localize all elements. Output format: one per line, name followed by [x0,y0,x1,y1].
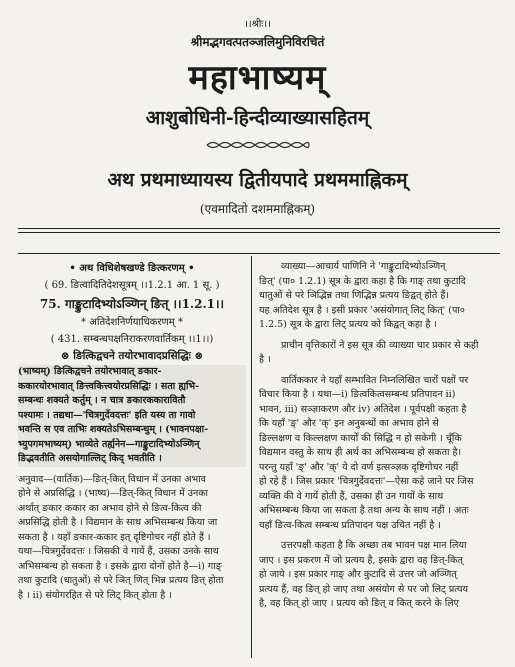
paragraph-line: भावन, iii) सञ्ज्ञाकरण और iv) अतिदेश । पूर्वपक्षी कहता है [259,403,467,415]
paragraph-line: उत्तरपक्षी कहता है कि अच्छा तब भावन पक्ष मान लिया [281,540,467,551]
left-column [18,260,246,603]
paragraph-line: है, वह कित् हो जाए । प्रत्यय को ङित् व कित् करने के लिए [259,598,459,609]
vyakhya-paragraph [259,260,501,333]
right-column [259,260,501,612]
paragraph-line: परन्तु यहाँ 'ङ्' और 'क्' ये दो वर्ण इत्सञ्ज्ञक दृष्टिगोचर नहीं [259,461,459,473]
paragraph-line: हो जाये । इस प्रकार गाङ् और कुटादि से उत्तर जो अञ्णित् [259,569,457,580]
adhikarana-heading: * अतिदेशनिर्णयाधिकरणम् * [81,317,183,328]
paragraph-line: यह अतिदेश सूत्र है । इसी प्रकार 'असंयोगात् लिट् कित्' (पा० [259,304,465,316]
commentary-line: होने से अप्रसिद्धि । (भाष्य)—ङित्-कित् विधान में उनका [18,488,209,499]
commentary-line: यथा—चित्रगुर्देवदत्तः । जिसकी वे गायें हैं, उसका उनके साथ [18,546,219,557]
paragraph-line: 1.2.5) सूत्र के द्वारा लिट् प्रत्यय को किद्वत् कहा है । [259,319,438,330]
chapter-heading: अथ प्रथमाध्यायस्य द्वितीयपादे प्रथममाह्निकम् [107,169,408,191]
paragraph-line: जाए । इस प्रकरण में जो प्रत्यय है, इसके द्वारा वह ङित्-कित् [259,554,463,566]
invocation: ।।श्रीः।। [244,19,271,30]
paragraph-line: विद्यमान वस्तु के साथ ही अर्थ का अभिसम्बन्ध हो सकता है। [259,447,462,458]
author-line: श्रीमद्भगवत्पतञ्जलिमुनिविरचितं [190,35,325,49]
uttarapakshi-paragraph [259,539,501,612]
paragraph-line: ङित्' (पा० 1.2.1) सूत्र के द्वारा कहा है कि गाङ् तथा कुटादि [259,275,466,287]
paragraph-line: यहाँ ङित्व-कित्व सम्बन्ध प्रतिपादन पक्ष उचित नहीं है । [259,519,441,531]
bhashya-line: सम्बन्धः शक्यते कर्तुम् । न चात्र ङकारककारावितौ [18,395,186,406]
bhashya-line: भवन्ति स एव ताभिः शक्यतेऽभिसम्बन्धुम् । (भावनपक्षा- [18,424,209,435]
paragraph-line: व्यक्ति की वे गायें होती हैं, उसका ही उन गायों के साथ [259,490,444,502]
paragraph-line: प्राचीन वृत्तिकारों ने इस सूत्र की व्याख्या चार प्रकार से कही [281,339,479,351]
commentary-line: अभिसम्बन्ध हो सकता है । इसके द्वारा दोनों होते है—i) गाङ् [18,560,222,572]
divider-top [18,228,500,229]
book-subtitle: आशुबोधिनी-हिन्दीव्याख्यासहितम् [145,107,370,129]
bhashya-line: पश्यामः । तद्यथा—'चित्रगुर्देवदत्तः' इति यस्य ता गावो [18,409,196,421]
paragraph-line: हो रहे हैं । जिस प्रकार 'चित्रगुर्देवदत्तः'—ऐसा कहे जाने पर जिस [259,476,474,487]
paragraph-line: व्याख्या—आचार्य पाणिनि ने 'गाङ्कुटादिभ्योऽञ्णिन् [281,261,446,272]
bhashya-line: ङिद्भवतीति असयोगाल्लिट् किद् भवतीति । [18,453,162,464]
book-title: महाभाष्यम् [188,58,327,98]
paragraph-line: धातुओं से परे ञिद्भिन्न तथा णिद्भिन्न प्रत्यय ङिद्वत् होते हैं। [259,290,449,301]
paragraph-line: अभिसम्बन्ध किया जा सकता है तथा अन्य के साथ नहीं । अतः [259,505,469,516]
column-divider [251,256,252,658]
section-heading: • अथ विधिशेषखण्डे ङित्करणम् • [69,263,195,274]
decorative-ornament [205,140,310,150]
paragraph-line: कि यहाँ 'ङ्' और 'क्' इन अनुबन्धों का अभाव होने से [259,418,439,429]
paragraph-line: प्रत्यय हैं, वह ङित् हो जाए तथा असंयोग से पर जो लिट् प्रत्यय [259,583,469,595]
sutra: 75. गाङ्कुटादिभ्योऽञ्णिन् ङित् ।।1.2.1।। [39,297,225,311]
divider-columns [18,253,500,254]
varttika-reference: ( 69. ङित्वादितिदेशसूत्रम् ।।1.2.1 आ. 1 सू. ) [44,280,220,291]
commentary-line: है । ii) संयोगरहित से परे लिट् कित् होता है । [18,589,172,601]
varttika: ⊗ ङित्किद्वचने तयोरभावादप्रसिद्धिः ⊗ [60,350,204,362]
chapter-subheading: (एवमादितो दशममाह्निकम्) [199,202,316,216]
divider-top-double [18,232,500,233]
vrittikara-paragraph [259,339,501,368]
paragraph-line: वार्तिककार ने यहाँ सम्भावित निम्नलिखित चारों पक्षों पर [281,374,469,386]
paragraph-line: विचार किया है । यथा—i) ङित्वकित्वसम्बन्ध प्रतिपादन ii) [259,389,456,400]
varttikakara-paragraph [259,374,501,534]
paragraph-line: ङिल्लक्षण व किल्लक्षण कार्यों की सिद्धि न हो सकेगी । चूँकि [259,432,462,444]
varttika-reference-2: ( 431. सम्बन्धपक्षनिराकरणवार्तिकम् ।।1।।) [50,334,214,345]
bhashya-line: भ्युपगमभाष्यम्) भाव्येते तर्ह्यनेन—गाङ्कुटादिभ्योऽञ्णिन् [18,438,200,450]
paragraph-line: है । [259,354,271,365]
commentary-block [18,473,246,604]
commentary-line: सकता है । यहाँ ङकार-ककार इत् दृष्टिगोचर नहीं होते हैं । [18,531,211,543]
commentary-line: अप्रसिद्धि होती है । विद्यमान के साथ अभिसम्बन्ध किया जा [18,517,218,528]
commentary-line: तथा कुटादि (धातुओं) से परे ञित् णित् भिन्न प्रत्यय ङित् होता [18,575,224,586]
bhashya-line: ककारयोरभावात् ङित्त्वकित्त्वयोरप्रसिद्धिः । सता ह्यभि- [18,380,200,392]
bhashya-block [18,365,246,467]
commentary-line: अर्थात् ङकार ककार का अभाव होने से ङित्व-कित्व की [18,502,202,514]
bhashya-line: (भाष्यम्) ङित्किद्वचने तयोरभावात् ङकार- [18,366,162,377]
commentary-line: अनुवाद—(वार्तिक)—ङित्-कित् विधान में उनका अभाव [18,473,206,485]
